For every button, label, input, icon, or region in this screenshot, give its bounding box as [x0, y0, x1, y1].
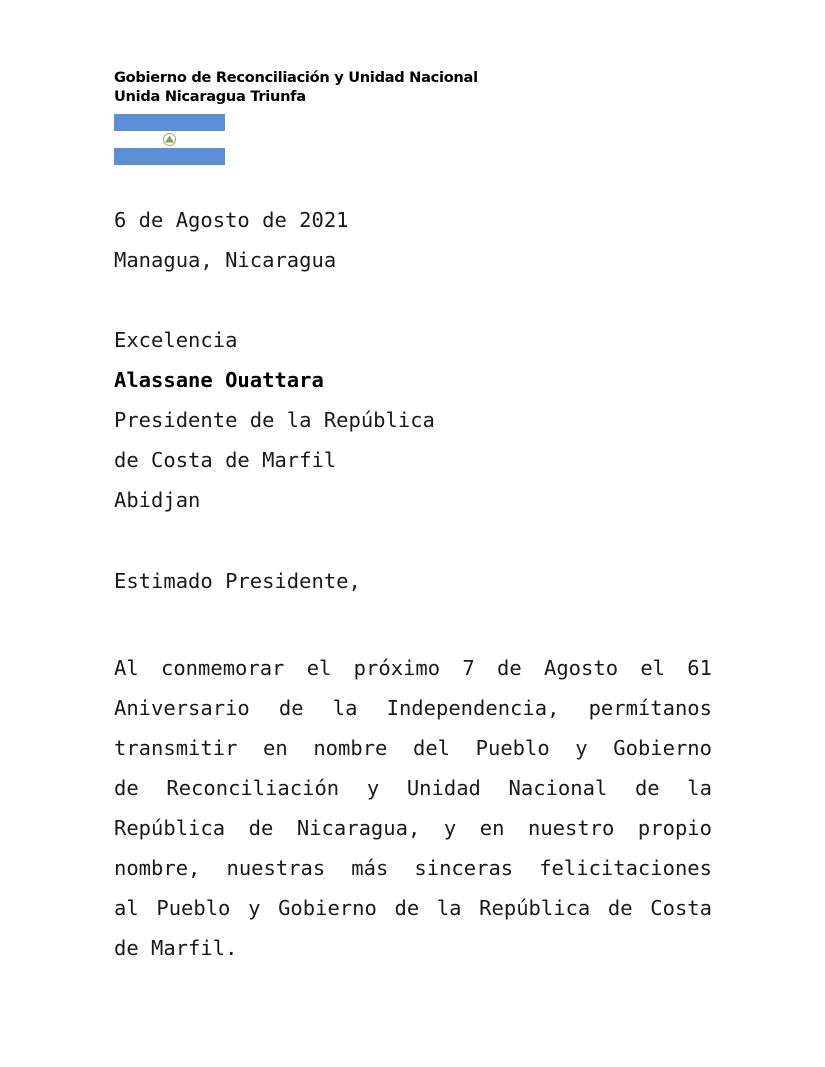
body-line: República de Nicaragua, y en nuestro propio: [114, 816, 712, 840]
body-line: Aniversario de la Independencia, permítanos: [114, 696, 712, 720]
recipient-role-line-1: Presidente de la República: [114, 408, 435, 432]
body-line: Al conmemorar el próximo 7 de Agosto el 61: [114, 656, 712, 680]
recipient-role-line-2: de Costa de Marfil: [114, 448, 337, 472]
body-line: de Marfil.: [114, 936, 238, 960]
flag-bottom-stripe: [114, 148, 225, 165]
letterhead-line-2: Unida Nicaragua Triunfa: [114, 88, 306, 105]
letterhead-line-1: Gobierno de Reconciliación y Unidad Nacional: [114, 69, 478, 86]
letter-body-paragraph: [114, 648, 712, 968]
body-line: nombre, nuestras más sinceras felicitaciones: [114, 856, 712, 880]
greeting: Estimado Presidente,: [114, 569, 361, 593]
body-line: al Pueblo y Gobierno de la República de Costa: [114, 896, 712, 920]
flag-top-stripe: [114, 114, 225, 131]
body-line: transmitir en nombre del Pueblo y Gobierno: [114, 736, 712, 760]
recipient-city: Abidjan: [114, 488, 201, 512]
letter-date: 6 de Agosto de 2021: [114, 208, 349, 232]
letter-place: Managua, Nicaragua: [114, 248, 337, 272]
salutation-title: Excelencia: [114, 328, 238, 352]
nicaragua-flag-icon: [114, 114, 225, 165]
body-line: de Reconciliación y Unidad Nacional de la: [114, 776, 712, 800]
recipient-name: Alassane Ouattara: [114, 368, 324, 392]
letterhead: [114, 68, 714, 106]
